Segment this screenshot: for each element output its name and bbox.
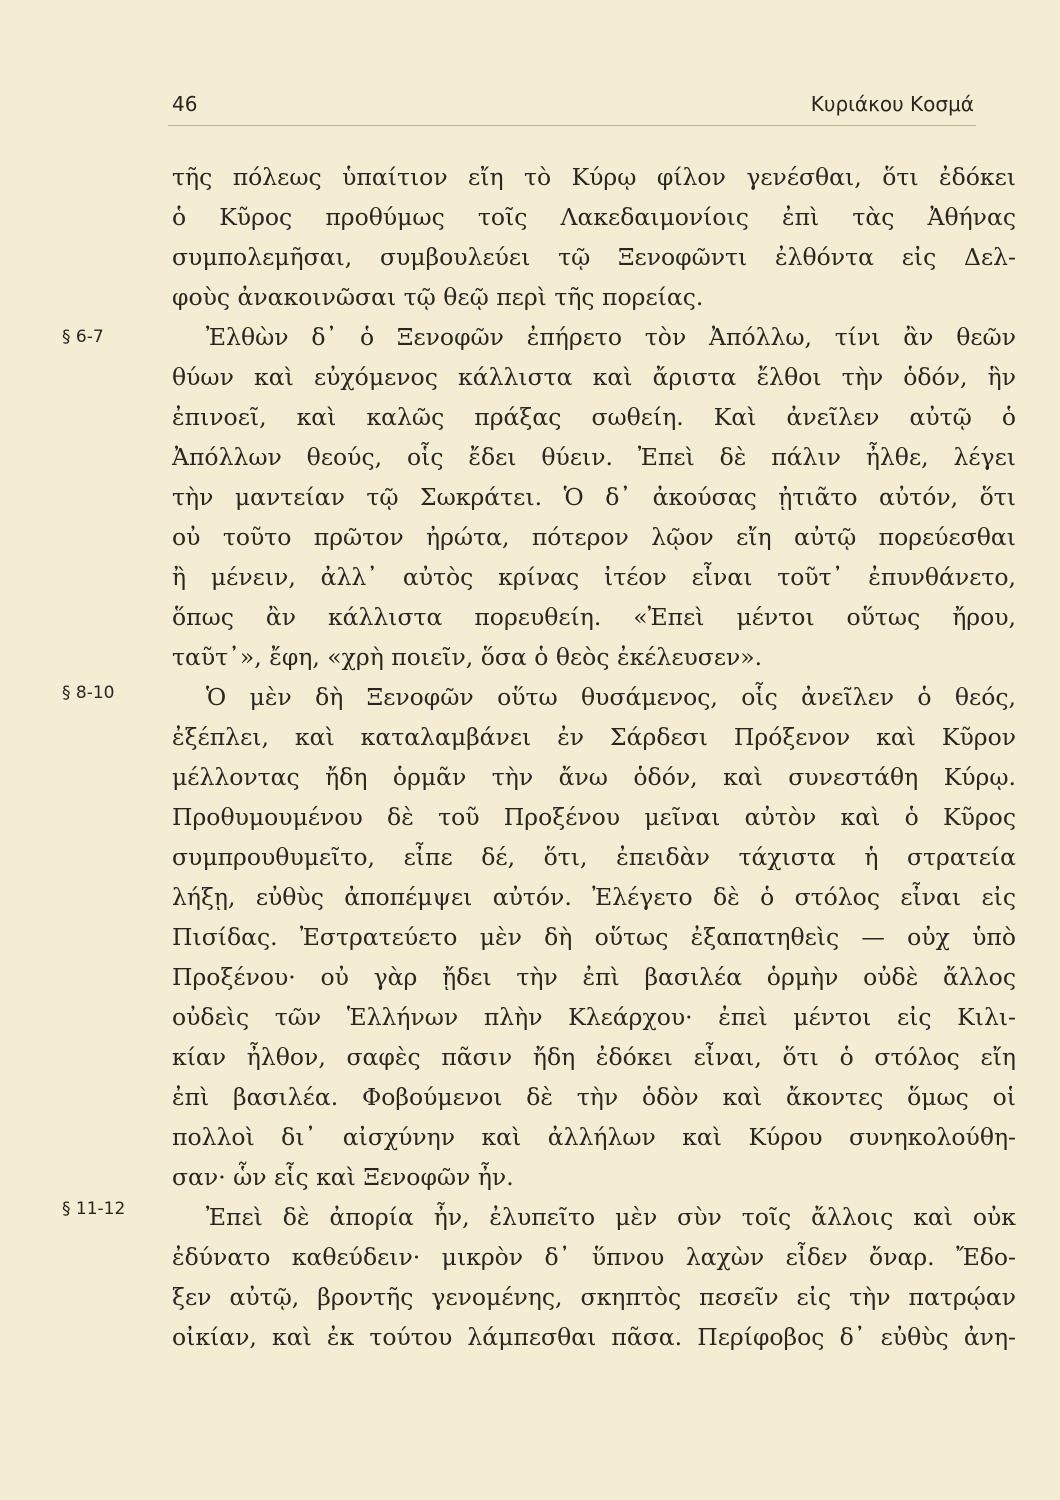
text-line: Ἐλθὼν δ᾽ ὁ Ξενοφῶν ἐπήρετο τὸν Ἀπόλλω, τίνι ἂν θεῶν: [206, 323, 1016, 351]
text-line: οὐδεὶς τῶν Ἑλλήνων πλὴν Κλεάρχου· ἐπεὶ μέντοι εἰς Κιλι-: [172, 1003, 1016, 1031]
margin-ref-11-12: § 11-12: [62, 1199, 126, 1219]
text-line: ξεν αὐτῷ, βροντῆς γενομένης, σκηπτὸς πεσεῖν εἰς τὴν πατρῴαν: [172, 1283, 1016, 1311]
text-line: σαν· ὧν εἷς καὶ Ξενοφῶν ἦν.: [172, 1163, 514, 1191]
text-line: πολλοὶ δι᾽ αἰσχύνην καὶ ἀλλήλων καὶ Κύρου συνηκολούθη-: [172, 1123, 1016, 1151]
text-line: τῆς πόλεως ὑπαίτιον εἴη τὸ Κύρῳ φίλον γενέσθαι, ὅτι ἐδόκει: [172, 163, 1016, 191]
text-line: Προξένου· οὐ γὰρ ᾔδει τὴν ἐπὶ βασιλέα ὁρμὴν οὐδὲ ἄλλος: [172, 963, 1016, 991]
text-line: Ὁ μὲν δὴ Ξενοφῶν οὕτω θυσάμενος, οἷς ἀνεῖλεν ὁ θεός,: [206, 683, 1016, 711]
text-line: συμπολεμῆσαι, συμβουλεύει τῷ Ξενοφῶντι ἐλθόντα εἰς Δελ-: [172, 243, 1016, 271]
text-line: ἐπινοεῖ, καὶ καλῶς πράξας σωθείη. Καὶ ἀνεῖλεν αὐτῷ ὁ: [172, 403, 1016, 431]
text-line: Ἀπόλλων θεούς, οἷς ἔδει θύειν. Ἐπεὶ δὲ πάλιν ἦλθε, λέγει: [172, 443, 1016, 471]
running-head: Κυριάκου Κοσμά: [810, 92, 974, 116]
margin-ref-8-10: § 8-10: [62, 683, 115, 703]
text-line: ἢ μένειν, ἀλλ᾽ αὐτὸς κρίνας ἰτέον εἶναι τοῦτ᾽ ἐπυνθάνετο,: [172, 563, 1016, 591]
text-line: τὴν μαντείαν τῷ Σωκράτει. Ὁ δ᾽ ἀκούσας ᾐτιᾶτο αὐτόν, ὅτι: [172, 483, 1016, 511]
header-rule: [168, 125, 976, 126]
text-line: Προθυμουμένου δὲ τοῦ Προξένου μεῖναι αὐτὸν καὶ ὁ Κῦρος: [172, 803, 1016, 831]
text-line: ἐδύνατο καθεύδειν· μικρὸν δ᾽ ὕπνου λαχὼν εἶδεν ὄναρ. Ἔδο-: [172, 1243, 1016, 1271]
page-number: 46: [172, 92, 198, 116]
text-line: κίαν ἦλθον, σαφὲς πᾶσιν ἤδη ἐδόκει εἶναι, ὅτι ὁ στόλος εἴη: [172, 1043, 1016, 1071]
text-line: λήξῃ, εὐθὺς ἀποπέμψει αὐτόν. Ἐλέγετο δὲ ὁ στόλος εἶναι εἰς: [172, 883, 1016, 911]
text-line: ταῦτ᾽», ἔφη, «χρὴ ποιεῖν, ὅσα ὁ θεὸς ἐκέλευσεν».: [172, 643, 763, 671]
text-line: ὅπως ἂν κάλλιστα πορευθείη. «Ἐπεὶ μέντοι οὕτως ἤρου,: [172, 603, 1016, 631]
text-line: ἐξέπλει, καὶ καταλαμβάνει ἐν Σάρδεσι Πρόξενον καὶ Κῦρον: [172, 723, 1016, 751]
text-line: Πισίδας. Ἐστρατεύετο μὲν δὴ οὕτως ἐξαπατηθεὶς — οὐχ ὑπὸ: [172, 923, 1016, 951]
text-line: οἰκίαν, καὶ ἐκ τούτου λάμπεσθαι πᾶσα. Περίφοβος δ᾽ εὐθὺς ἀνη-: [172, 1323, 1016, 1351]
text-line: ὁ Κῦρος προθύμως τοῖς Λακεδαιμονίοις ἐπὶ τὰς Ἀθήνας: [172, 203, 1016, 231]
text-line: φοὺς ἀνακοινῶσαι τῷ θεῷ περὶ τῆς πορείας.: [172, 283, 704, 311]
text-line: συμπρουθυμεῖτο, εἶπε δέ, ὅτι, ἐπειδὰν τάχιστα ἡ στρατεία: [172, 843, 1016, 871]
text-line: θύων καὶ εὐχόμενος κάλλιστα καὶ ἄριστα ἔλθοι τὴν ὁδόν, ἣν: [172, 363, 1016, 391]
text-line: οὐ τοῦτο πρῶτον ἠρώτα, πότερον λῷον εἴη αὐτῷ πορεύεσθαι: [172, 523, 1016, 551]
text-line: Ἐπεὶ δὲ ἀπορία ἦν, ἐλυπεῖτο μὲν σὺν τοῖς ἄλλοις καὶ οὐκ: [206, 1203, 1016, 1231]
text-line: ἐπὶ βασιλέα. Φοβούμενοι δὲ τὴν ὁδὸν καὶ ἄκοντες ὅμως οἱ: [172, 1083, 1016, 1111]
text-line: μέλλοντας ἤδη ὁρμᾶν τὴν ἄνω ὁδόν, καὶ συνεστάθη Κύρῳ.: [172, 763, 1016, 791]
margin-ref-6-7: § 6-7: [62, 327, 104, 347]
